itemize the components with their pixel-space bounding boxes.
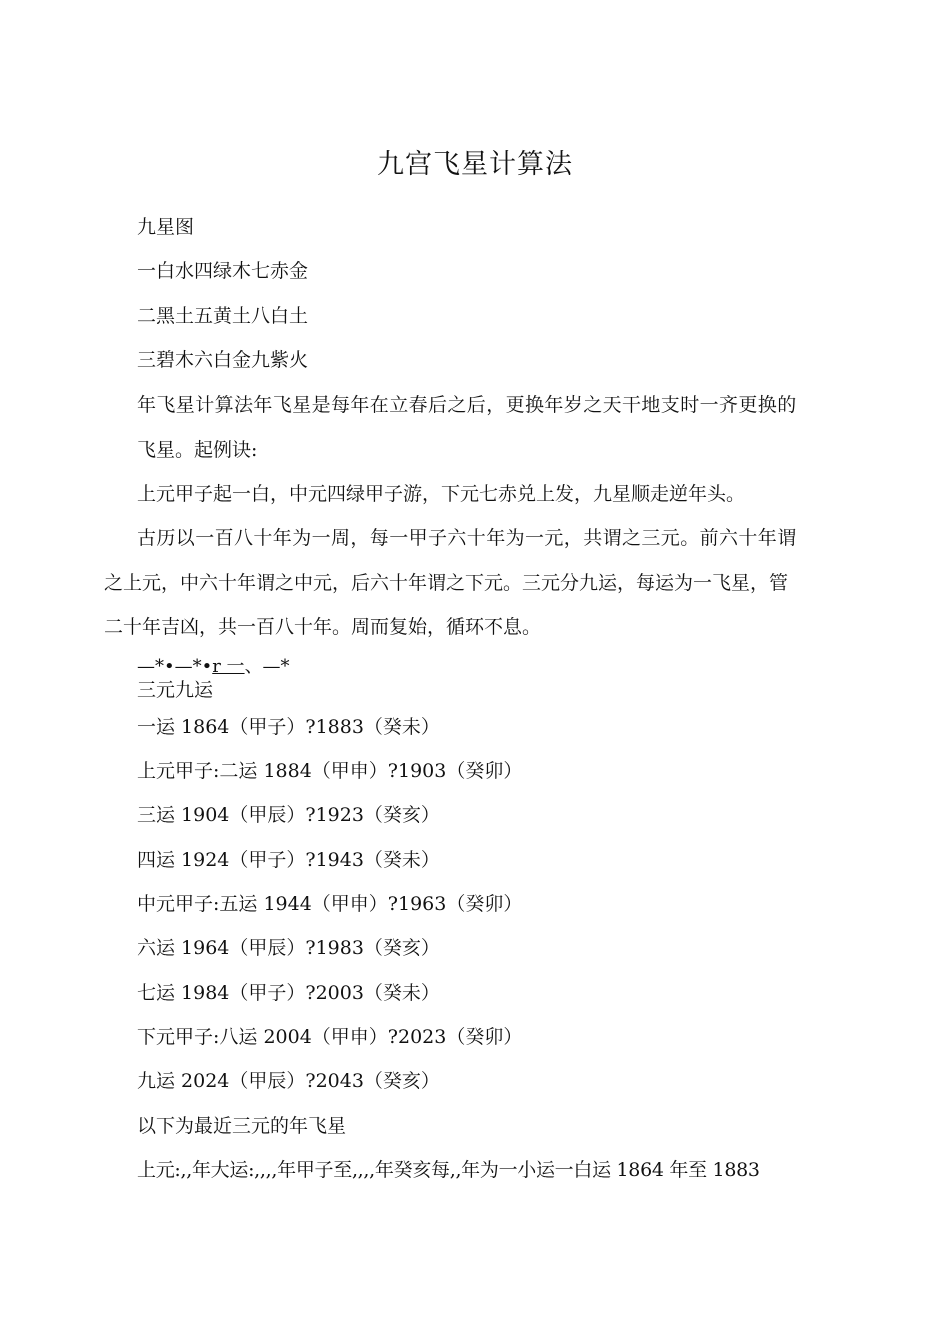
text-line: 一白水四绿木七赤金 — [137, 260, 309, 282]
garbled-text: —*•—*• — [137, 656, 213, 677]
section-heading: 三元九运 — [137, 679, 214, 701]
text-line: 六运 1964（甲辰）?1983（癸亥） — [137, 937, 440, 959]
text-line: 七运 1984（甲子）?2003（癸未） — [137, 982, 440, 1004]
text-line: 上元:,,年大运:,,,,年甲子至,,,,年癸亥每,,年为一小运一白运 1864 年至 1883 — [137, 1159, 760, 1181]
text-line: 九星图 — [137, 216, 195, 238]
text-line: 年飞星计算法年飞星是每年在立春后之后，更换年岁之天干地支时一齐更换的 — [137, 394, 797, 416]
text-line: 三碧木六白金九紫火 — [137, 349, 309, 371]
text-line: 二十年吉凶，共一百八十年。周而复始，循环不息。 — [104, 616, 542, 638]
text-line: 下元甲子:八运 2004（甲申）?2023（癸卯） — [137, 1026, 523, 1048]
document-title: 九宫飞星计算法 — [377, 149, 573, 180]
text-line: 九运 2024（甲辰）?2043（癸亥） — [137, 1070, 440, 1092]
text-line: 古历以一百八十年为一周，每一甲子六十年为一元，共谓之三元。前六十年谓 — [137, 527, 797, 549]
text-line: 二黑土五黄土八白土 — [137, 305, 309, 327]
text-line: 四运 1924（甲子）?1943（癸未） — [137, 849, 440, 871]
text-line: 中元甲子:五运 1944（甲申）?1963（癸卯） — [137, 893, 523, 915]
garbled-underlined-text: r 一 — [212, 656, 245, 677]
text-line: 以下为最近三元的年飞星 — [137, 1115, 347, 1137]
garbled-text: 、—* — [244, 656, 290, 677]
text-line: 一运 1864（甲子）?1883（癸未） — [137, 716, 440, 738]
text-line: 飞星。起例诀: — [137, 439, 258, 461]
text-line: 上元甲子起一白，中元四绿甲子游，下元七赤兑上发，九星顺走逆年头。 — [137, 483, 746, 505]
text-line: 之上元，中六十年谓之中元，后六十年谓之下元。三元分九运，每运为一飞星，管 — [104, 572, 789, 594]
text-line: 上元甲子:二运 1884（甲申）?1903（癸卯） — [137, 760, 523, 782]
text-line: 三运 1904（甲辰）?1923（癸亥） — [137, 804, 440, 826]
